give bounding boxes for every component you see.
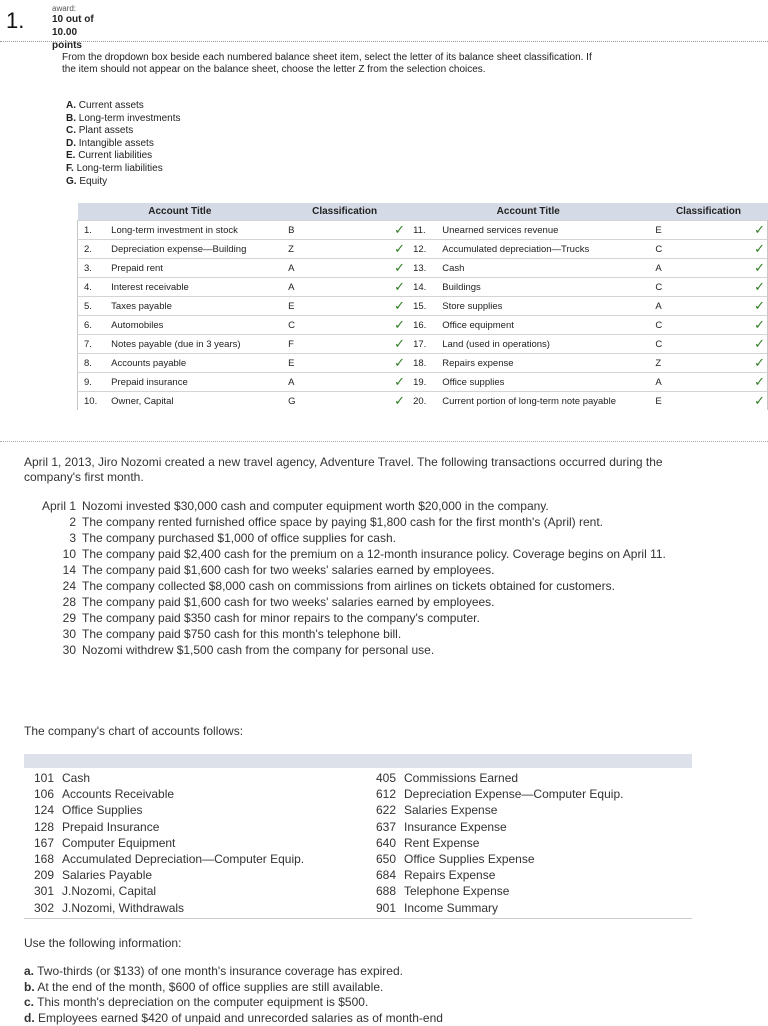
account-title: Automobiles: [107, 316, 282, 335]
account-code: 612: [366, 786, 404, 802]
use-info-intro: Use the following information:: [24, 936, 181, 950]
classification-value[interactable]: E: [282, 297, 387, 316]
classification-value[interactable]: A: [282, 259, 387, 278]
account-code: 168: [24, 851, 62, 867]
account-row: [24, 819, 304, 835]
row-number: 19.: [407, 373, 436, 392]
account-name: Repairs Expense: [404, 867, 495, 883]
transaction-item: [24, 580, 684, 593]
transactions-list: [24, 500, 684, 660]
transaction-text: The company collected $8,000 cash on commissions from airlines on tickets obtained for customers.: [82, 580, 684, 593]
choice-letter: C.: [66, 125, 76, 136]
table-row: [78, 259, 768, 278]
choice-letter: G.: [66, 176, 77, 187]
account-title: Prepaid rent: [107, 259, 282, 278]
row-number: 8.: [78, 354, 108, 373]
account-name: Rent Expense: [404, 835, 479, 851]
classification-value[interactable]: C: [649, 335, 747, 354]
check-icon: ✓: [747, 221, 767, 240]
info-letter: b.: [24, 980, 35, 994]
check-icon: ✓: [387, 240, 407, 259]
account-name: Computer Equipment: [62, 835, 175, 851]
transaction-item: [24, 548, 684, 561]
account-code: 106: [24, 786, 62, 802]
row-number: 2.: [78, 240, 108, 259]
account-row: [366, 786, 623, 802]
classification-value[interactable]: A: [282, 373, 387, 392]
account-name: Telephone Expense: [404, 883, 509, 899]
col-account-title-2: Account Title: [407, 203, 649, 221]
account-title: Land (used in operations): [436, 335, 649, 354]
check-icon: ✓: [387, 373, 407, 392]
table-row: [78, 335, 768, 354]
choice-item: [66, 138, 181, 151]
choice-item: [66, 100, 181, 113]
coa-intro: The company's chart of accounts follows:: [24, 724, 243, 738]
account-code: 124: [24, 802, 62, 818]
account-row: [24, 900, 304, 916]
transaction-day: 29: [24, 612, 82, 625]
account-name: Income Summary: [404, 900, 498, 916]
account-name: Prepaid Insurance: [62, 819, 159, 835]
account-name: Office Supplies: [62, 802, 143, 818]
transaction-day: 2: [24, 516, 82, 529]
account-code: 301: [24, 883, 62, 899]
transaction-day: April 1: [24, 500, 82, 513]
row-number: 5.: [78, 297, 108, 316]
transaction-text: Nozomi withdrew $1,500 cash from the company for personal use.: [82, 644, 684, 657]
account-name: J.Nozomi, Withdrawals: [62, 900, 184, 916]
info-letter: d.: [24, 1011, 35, 1025]
row-number: 9.: [78, 373, 108, 392]
coa-right-column: [366, 770, 623, 916]
check-icon: ✓: [387, 221, 407, 240]
account-title: Notes payable (due in 3 years): [107, 335, 282, 354]
table-row: [78, 278, 768, 297]
account-row: [366, 802, 623, 818]
account-code: 128: [24, 819, 62, 835]
account-row: [366, 770, 623, 786]
col-account-title: Account Title: [78, 203, 283, 221]
row-number: 14.: [407, 278, 436, 297]
row-number: 1.: [78, 221, 108, 240]
check-icon: ✓: [387, 392, 407, 411]
classification-value[interactable]: E: [649, 221, 747, 240]
choice-item: [66, 150, 181, 163]
choice-text: Long-term liabilities: [77, 163, 163, 174]
choice-text: Equity: [79, 176, 107, 187]
table-row: [78, 221, 768, 240]
row-number: 7.: [78, 335, 108, 354]
account-code: 101: [24, 770, 62, 786]
account-title: Interest receivable: [107, 278, 282, 297]
divider: [0, 441, 768, 442]
choice-text: Plant assets: [79, 125, 133, 136]
choice-text: Current liabilities: [78, 150, 152, 161]
classification-value[interactable]: F: [282, 335, 387, 354]
table-row: [78, 316, 768, 335]
check-icon: ✓: [747, 392, 767, 411]
account-code: 302: [24, 900, 62, 916]
info-text: Employees earned $420 of unpaid and unrecorded salaries as of month-end: [38, 1011, 443, 1025]
check-icon: ✓: [387, 297, 407, 316]
check-icon: ✓: [747, 278, 767, 297]
account-row: [24, 802, 304, 818]
classification-value[interactable]: Z: [649, 354, 747, 373]
classification-value[interactable]: A: [282, 278, 387, 297]
info-item: [24, 995, 443, 1011]
account-code: 650: [366, 851, 404, 867]
transaction-item: [24, 500, 684, 513]
account-name: Office Supplies Expense: [404, 851, 535, 867]
account-code: 640: [366, 835, 404, 851]
transaction-text: The company purchased $1,000 of office supplies for cash.: [82, 532, 684, 545]
account-title: Office supplies: [436, 373, 649, 392]
account-title: Owner, Capital: [107, 392, 282, 411]
classification-value[interactable]: E: [282, 354, 387, 373]
classification-value[interactable]: C: [649, 240, 747, 259]
classification-value[interactable]: C: [649, 316, 747, 335]
account-title: Prepaid insurance: [107, 373, 282, 392]
account-name: Commissions Earned: [404, 770, 518, 786]
choice-text: Intangible assets: [79, 138, 154, 149]
account-code: 688: [366, 883, 404, 899]
transaction-text: The company paid $750 cash for this month's telephone bill.: [82, 628, 684, 641]
coa-header-bar: [24, 754, 692, 768]
account-row: [366, 867, 623, 883]
account-title: Store supplies: [436, 297, 649, 316]
table-row: [78, 240, 768, 259]
account-row: [24, 851, 304, 867]
table-row: [78, 392, 768, 411]
info-letter: c.: [24, 995, 34, 1009]
info-item: [24, 964, 443, 980]
transaction-text: The company paid $350 cash for minor repairs to the company's computer.: [82, 612, 684, 625]
account-code: 622: [366, 802, 404, 818]
row-number: 11.: [407, 221, 436, 240]
account-name: Salaries Expense: [404, 802, 497, 818]
transaction-item: [24, 596, 684, 609]
check-icon: ✓: [747, 240, 767, 259]
choice-item: [66, 125, 181, 138]
choice-letter: E.: [66, 150, 75, 161]
classification-value[interactable]: A: [649, 259, 747, 278]
account-title: Depreciation expense—Building: [107, 240, 282, 259]
row-number: 20.: [407, 392, 436, 411]
classification-value[interactable]: C: [282, 316, 387, 335]
problem-intro: April 1, 2013, Jiro Nozomi created a new travel agency, Adventure Travel. The following transactions occurred during the company's first month.: [24, 455, 664, 485]
transaction-text: Nozomi invested $30,000 cash and computer equipment worth $20,000 in the company.: [82, 500, 684, 513]
account-row: [366, 835, 623, 851]
transaction-item: [24, 516, 684, 529]
classification-value[interactable]: Z: [282, 240, 387, 259]
col-classification: Classification: [282, 203, 407, 221]
account-row: [24, 835, 304, 851]
row-number: 16.: [407, 316, 436, 335]
classification-value[interactable]: B: [282, 221, 387, 240]
check-icon: ✓: [387, 316, 407, 335]
row-number: 18.: [407, 354, 436, 373]
choice-text: Long-term investments: [79, 113, 181, 124]
check-icon: ✓: [387, 259, 407, 278]
check-icon: ✓: [747, 297, 767, 316]
classification-value[interactable]: A: [649, 297, 747, 316]
choice-letter: B.: [66, 113, 76, 124]
transaction-day: 30: [24, 628, 82, 641]
account-row: [24, 867, 304, 883]
info-letter: a.: [24, 964, 34, 978]
account-title: Office equipment: [436, 316, 649, 335]
transaction-item: [24, 644, 684, 657]
account-name: Depreciation Expense—Computer Equip.: [404, 786, 623, 802]
transaction-day: 28: [24, 596, 82, 609]
check-icon: ✓: [387, 354, 407, 373]
choice-text: Current assets: [79, 100, 144, 111]
check-icon: ✓: [747, 373, 767, 392]
balance-sheet-table: [77, 203, 768, 410]
check-icon: ✓: [387, 278, 407, 297]
classification-value[interactable]: G: [282, 392, 387, 411]
choice-letter: F.: [66, 163, 74, 174]
row-number: 13.: [407, 259, 436, 278]
transaction-text: The company paid $1,600 cash for two weeks' salaries earned by employees.: [82, 564, 684, 577]
account-name: Accumulated Depreciation—Computer Equip.: [62, 851, 304, 867]
transaction-day: 3: [24, 532, 82, 545]
account-code: 405: [366, 770, 404, 786]
max-points: 10.00: [52, 26, 94, 39]
account-title: Taxes payable: [107, 297, 282, 316]
account-code: 901: [366, 900, 404, 916]
choice-letter: D.: [66, 138, 76, 149]
account-row: [366, 883, 623, 899]
account-title: Cash: [436, 259, 649, 278]
info-text: At the end of the month, $600 of office supplies are still available.: [37, 980, 383, 994]
account-code: 684: [366, 867, 404, 883]
account-title: Unearned services revenue: [436, 221, 649, 240]
classification-value[interactable]: E: [649, 392, 747, 411]
account-row: [24, 770, 304, 786]
account-name: Accounts Receivable: [62, 786, 174, 802]
account-title: Buildings: [436, 278, 649, 297]
account-name: Salaries Payable: [62, 867, 152, 883]
row-number: 15.: [407, 297, 436, 316]
table-row: [78, 373, 768, 392]
account-code: 167: [24, 835, 62, 851]
table-row: [78, 354, 768, 373]
account-title: Accounts payable: [107, 354, 282, 373]
account-title: Current portion of long-term note payable: [436, 392, 649, 411]
adjustment-info: [24, 964, 443, 1026]
row-number: 17.: [407, 335, 436, 354]
check-icon: ✓: [747, 316, 767, 335]
classification-choices: [66, 100, 181, 188]
transaction-text: The company rented furnished office space by paying $1,800 cash for the first month's (April) rent.: [82, 516, 684, 529]
info-text: This month's depreciation on the computer equipment is $500.: [37, 995, 368, 1009]
account-row: [366, 900, 623, 916]
row-number: 10.: [78, 392, 108, 411]
award-label: award:: [52, 4, 76, 13]
col-classification-2: Classification: [649, 203, 767, 221]
account-name: Cash: [62, 770, 90, 786]
coa-divider: [24, 918, 692, 919]
info-text: Two-thirds (or $133) of one month's insurance coverage has expired.: [37, 964, 403, 978]
check-icon: ✓: [747, 335, 767, 354]
account-name: Insurance Expense: [404, 819, 507, 835]
transaction-item: [24, 532, 684, 545]
account-code: 637: [366, 819, 404, 835]
info-item: [24, 980, 443, 996]
transaction-item: [24, 612, 684, 625]
score-text: 10 out of: [52, 13, 94, 26]
transaction-text: The company paid $1,600 cash for two weeks' salaries earned by employees.: [82, 596, 684, 609]
divider: [0, 41, 768, 42]
check-icon: ✓: [747, 354, 767, 373]
table-row: [78, 297, 768, 316]
check-icon: ✓: [747, 259, 767, 278]
choice-item: [66, 163, 181, 176]
transaction-text: The company paid $2,400 cash for the premium on a 12-month insurance policy. Coverage begins on April 11.: [82, 548, 684, 561]
account-row: [366, 819, 623, 835]
account-row: [366, 851, 623, 867]
row-number: 12.: [407, 240, 436, 259]
choice-item: [66, 113, 181, 126]
transaction-day: 14: [24, 564, 82, 577]
check-icon: ✓: [387, 335, 407, 354]
points-label: points: [52, 39, 94, 52]
classification-value[interactable]: C: [649, 278, 747, 297]
instructions: From the dropdown box beside each numbered balance sheet item, select the letter of its balance sheet classification. If the item should not appear on the balance sheet, choose the letter Z from the selection choices.: [62, 52, 602, 76]
account-title: Repairs expense: [436, 354, 649, 373]
transaction-day: 24: [24, 580, 82, 593]
choice-letter: A.: [66, 100, 76, 111]
account-title: Long-term investment in stock: [107, 221, 282, 240]
choice-item: [66, 176, 181, 189]
account-name: J.Nozomi, Capital: [62, 883, 156, 899]
row-number: 6.: [78, 316, 108, 335]
transaction-day: 10: [24, 548, 82, 561]
classification-value[interactable]: A: [649, 373, 747, 392]
transaction-item: [24, 628, 684, 641]
score-block: [52, 13, 94, 52]
account-title: Accumulated depreciation—Trucks: [436, 240, 649, 259]
account-code: 209: [24, 867, 62, 883]
row-number: 3.: [78, 259, 108, 278]
transaction-day: 30: [24, 644, 82, 657]
account-row: [24, 786, 304, 802]
row-number: 4.: [78, 278, 108, 297]
coa-left-column: [24, 770, 304, 916]
account-row: [24, 883, 304, 899]
transaction-item: [24, 564, 684, 577]
question-number: 1.: [6, 8, 24, 34]
